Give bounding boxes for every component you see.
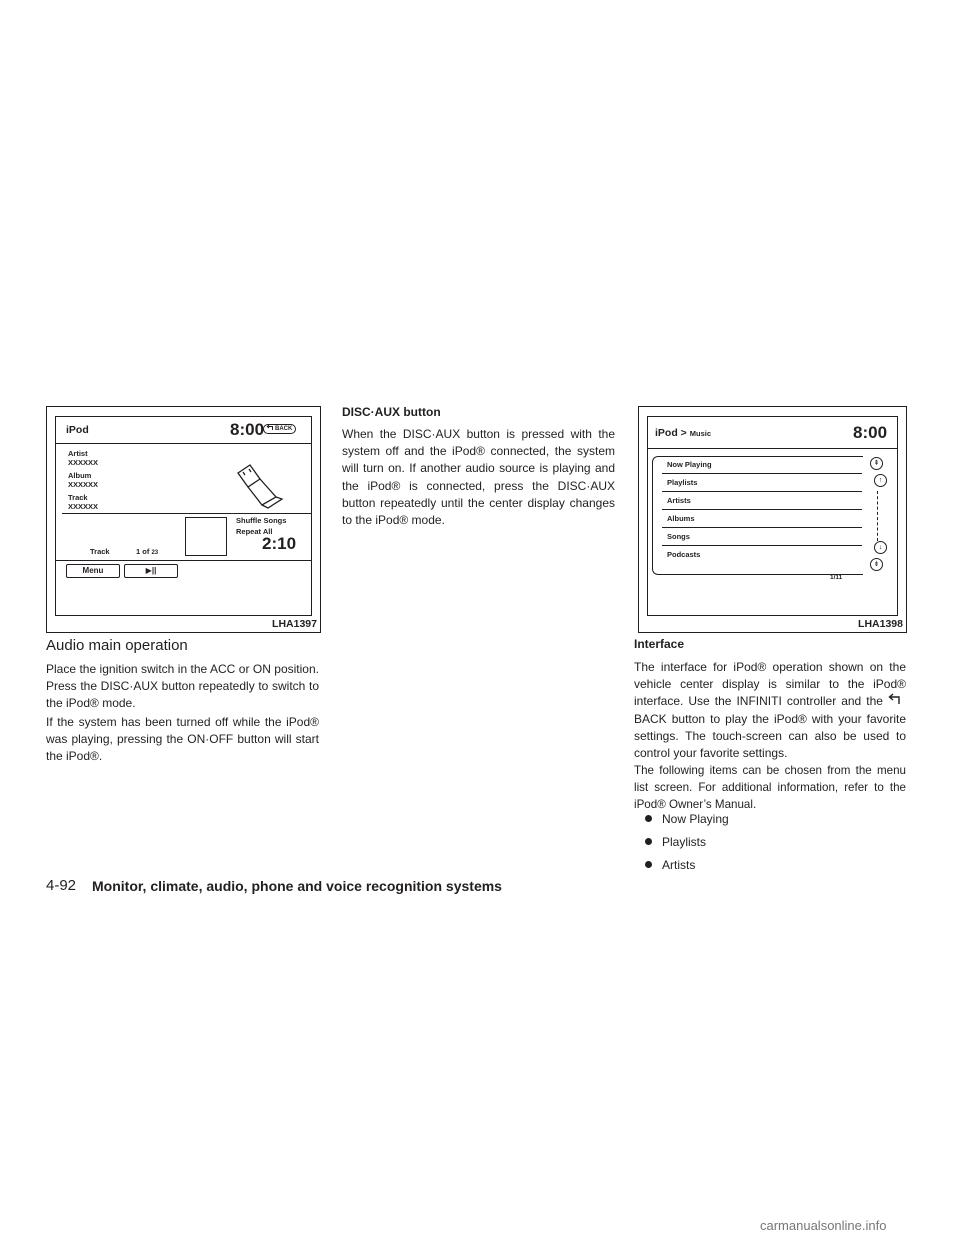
paragraph-disc-aux: When the DISC·AUX button is pressed with the system off and the iPod® connected, the system will turn on. If another audio source is playing and the iPod® is connected, press the DISC·AUX button repeatedly until the center display changes to the iPod® mode. (342, 427, 615, 528)
page-up-icon[interactable]: ⇞ (870, 457, 883, 470)
section-title-audio-main-operation: Audio main operation (46, 637, 188, 654)
album-art-placeholder (185, 517, 227, 556)
screen-title (655, 427, 711, 439)
track-label: Track (68, 493, 88, 502)
track-counter-label: Track (90, 547, 110, 556)
menu-item-now-playing[interactable]: Now Playing (662, 456, 862, 474)
scrollbar-track[interactable] (877, 491, 882, 541)
figure-code: LHA1397 (272, 618, 317, 630)
paragraph-restart: If the system has been turned off while the iPod® was playing, pressing the ON·OFF button will start the iPod®. (46, 715, 319, 764)
list-item-text: Artists (662, 858, 696, 872)
figure-code: LHA1398 (858, 618, 903, 630)
page-indicator: 1/11 (830, 574, 843, 581)
usb-connector-icon (228, 461, 292, 514)
list-item-text: Now Playing (662, 812, 729, 826)
album-value: XXXXXX (68, 480, 99, 489)
subheading-interface: Interface (634, 637, 685, 651)
header-divider (648, 448, 897, 449)
list-item-text: Playlists (662, 835, 707, 849)
repeat-mode-label: Repeat All (236, 527, 273, 536)
paragraph-menu-list: The following items can be chosen from the menu list screen. For additional information, refer to the iPod® Owner’s Manual. (634, 764, 906, 812)
list-item (645, 812, 729, 826)
menu-item-playlists[interactable]: Playlists (662, 474, 862, 492)
screen-title: iPod (66, 424, 89, 436)
menu-item-songs[interactable]: Songs (662, 528, 862, 546)
info-divider (62, 513, 311, 514)
page-down-icon[interactable]: ⇟ (870, 558, 883, 571)
paragraph-ignition: Place the ignition switch in the ACC or ON position. Press the DISC·AUX button repeatedly to switch to the iPod® mode. (46, 662, 319, 711)
paragraph-interface-part1: The interface for iPod® operation shown on the vehicle center display is similar to the iPod® interface. Use the INFINITI controller and the (634, 660, 906, 709)
track-value: XXXXXX (68, 502, 99, 511)
track-position-text: 1 of (136, 547, 150, 556)
screen-title-main: iPod > (655, 427, 687, 439)
shuffle-mode-label: Shuffle Songs (236, 516, 287, 525)
list-item (645, 835, 706, 849)
menu-item-podcasts[interactable]: Podcasts (667, 550, 701, 559)
elapsed-time: 2:10 (262, 534, 297, 553)
bullet-icon (645, 815, 652, 822)
menu-button[interactable]: Menu (66, 564, 120, 578)
header-divider (56, 443, 311, 444)
album-label: Album (68, 471, 92, 480)
menu-item-albums[interactable]: Albums (662, 510, 862, 528)
back-arrow-icon (266, 424, 274, 435)
list-item (645, 858, 695, 872)
page-number: 4-92 (46, 877, 77, 894)
clock: 8:00 (853, 423, 888, 442)
scroll-up-icon[interactable]: ↑ (874, 474, 887, 487)
screen-title-sub: Music (689, 429, 711, 438)
back-arrow-icon (888, 693, 906, 710)
bullet-icon (645, 861, 652, 868)
chapter-title: Monitor, climate, audio, phone and voice recognition systems (92, 878, 502, 894)
artist-label: Artist (68, 449, 88, 458)
bullet-icon (645, 838, 652, 845)
display-screen (647, 416, 898, 616)
scroll-down-icon[interactable]: ↓ (874, 541, 887, 554)
clock: 8:00 (230, 420, 265, 439)
back-button[interactable] (263, 424, 296, 434)
paragraph-interface-part2: BACK button to play the iPod® with your favorite settings. The touch-screen can also be used to control your favorite settings. (634, 711, 906, 761)
back-label: BACK (275, 426, 293, 432)
display-screen (55, 416, 312, 616)
paragraph-interface (634, 659, 906, 762)
figure-ipod-main-screen (46, 406, 321, 633)
play-pause-button[interactable]: ▶|| (124, 564, 178, 578)
button-bar-divider (56, 560, 311, 561)
figure-ipod-menu-screen (638, 406, 907, 633)
subheading-disc-aux-button: DISC·AUX button (342, 405, 441, 419)
track-position (136, 547, 158, 558)
menu-item-artists[interactable]: Artists (662, 492, 862, 510)
track-total: 23 (151, 550, 159, 556)
watermark: carmanualsonline.info (760, 1218, 887, 1233)
artist-value: XXXXXX (68, 458, 99, 467)
